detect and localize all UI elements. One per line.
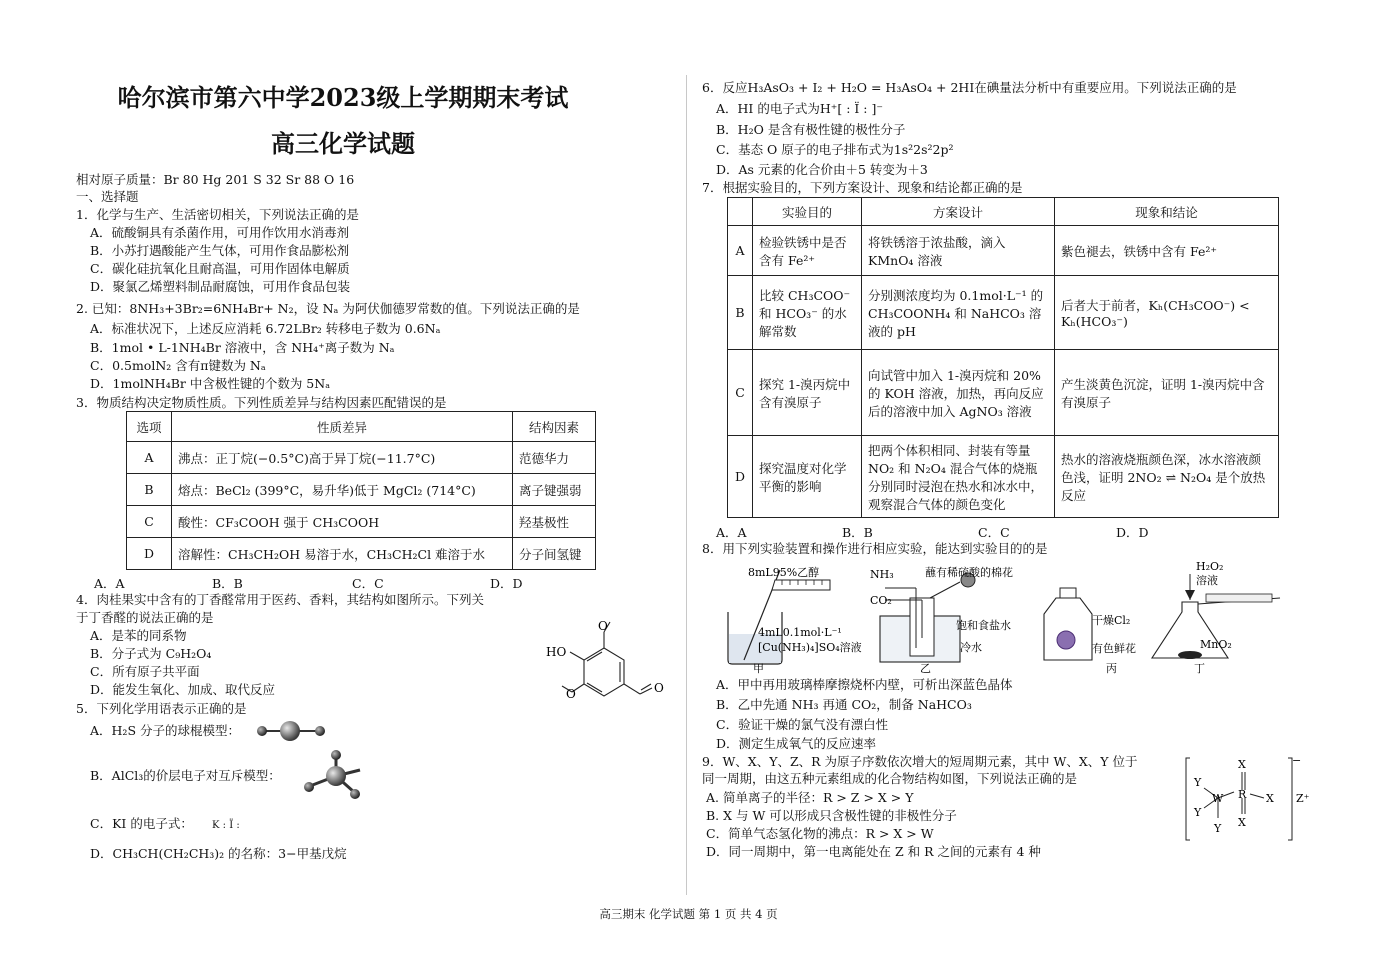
q4-option: D．能发生氧化、加成、取代反应 (90, 682, 276, 697)
q7-cell: 探究温度对化学平衡的影响 (753, 436, 862, 518)
syringaldehyde-structure (540, 610, 680, 720)
figure-label: CO₂ (870, 594, 892, 607)
q9-structure (1184, 754, 1314, 846)
q1-option: C．碳化硅抗氧化且耐高温，可用作固体电解质 (90, 261, 350, 276)
q7-answer: C．C (978, 525, 1010, 540)
q3-header: 选项 (127, 412, 172, 442)
q7-table (727, 197, 1279, 518)
q7-cell: A (728, 226, 753, 276)
figure-label: [Cu(NH₃)₄]SO₄溶液 (758, 641, 862, 654)
exam-title: 哈尔滨市第六中学2023级上学期期末考试 (117, 83, 569, 112)
q5-stem: 5．下列化学用语表示正确的是 (76, 701, 247, 716)
q4-stem: 于丁香醛的说法正确的是 (76, 610, 214, 625)
figure-label: 饱和食盐水 (956, 619, 1011, 632)
q3-cell: 分子间氢键 (513, 538, 596, 570)
figure-label: H₂O₂ (1196, 560, 1224, 573)
q3-cell: 范德华力 (513, 442, 596, 474)
q5-option: A．H₂S 分子的球棍模型： (90, 723, 240, 738)
q3-header: 结构因素 (513, 412, 596, 442)
q3-cell: B (127, 474, 172, 506)
q7-cell: 比较 CH₃COO⁻ 和 HCO₃⁻ 的水解常数 (753, 276, 862, 350)
exam-subtitle: 高三化学试题 (271, 129, 415, 158)
q1-option: D．聚氯乙烯塑料制品耐腐蚀，可用作食品包装 (90, 279, 351, 294)
section-heading: 一、选择题 (76, 189, 139, 204)
q4-option: A．是苯的同系物 (90, 628, 187, 643)
left-column (0, 0, 686, 972)
struct-label: Y (1194, 776, 1202, 789)
q3-answer: B．B (212, 576, 243, 591)
q2-option: A．标准状况下，上述反应消耗 6.72LBr₂ 转移电子数为 0.6Nₐ (90, 321, 441, 336)
ki-electron-formula: K : Ï : (212, 820, 240, 831)
column-divider (686, 75, 687, 895)
q7-header: 实验目的 (753, 198, 862, 226)
q4-option: C．所有原子共平面 (90, 664, 200, 679)
struct-label: Y (1214, 822, 1222, 835)
q3-cell: C (127, 506, 172, 538)
apparatus-bing (1044, 588, 1092, 660)
q3-cell: 溶解性：CH₃CH₂OH 易溶于水，CH₃CH₂Cl 难溶于水 (172, 538, 513, 570)
q7-cell: 把两个体积相同、封装有等量 NO₂ 和 N₂O₄ 混合气体的烧瓶分别同时浸泡在热水和冰水中，观察混合气体的颜色变化 (862, 436, 1055, 518)
q5-option: D．CH₃CH(CH₂CH₃)₂ 的名称：3−甲基戊烷 (90, 846, 347, 861)
struct-label: X (1266, 792, 1274, 805)
alcl3-vsepr-model (300, 748, 370, 804)
q9-stem: 同一周期，由这五种元素组成的化合物结构如图，下列说法正确的是 (702, 771, 1078, 786)
q8-stem: 8．用下列实验装置和操作进行相应实验，能达到实验目的的是 (702, 541, 1048, 556)
q3-cell: 羟基极性 (513, 506, 596, 538)
q7-header: 现象和结论 (1055, 198, 1279, 226)
q7-cell: 分别测浓度均为 0.1mol·L⁻¹ 的 CH₃COONH₄ 和 NaHCO₃ 溶液的 pH (862, 276, 1055, 350)
q8-option: A．甲中再用玻璃棒摩擦烧杯内壁，可析出深蓝色晶体 (716, 677, 1013, 692)
q3-cell: D (127, 538, 172, 570)
right-column (690, 0, 1377, 972)
struct-label: X (1238, 816, 1246, 829)
figure-label: 乙 (920, 662, 931, 675)
q7-cell: 将铁锈溶于浓盐酸，滴入 KMnO₄ 溶液 (862, 226, 1055, 276)
figure-label: MnO₂ (1200, 638, 1232, 651)
q3-answer: A．A (94, 576, 125, 591)
figure-label: 有色鲜花 (1092, 642, 1136, 655)
q4-stem: 4．肉桂果实中含有的丁香醛常用于医药、香料，其结构如图所示。下列关 (76, 592, 484, 607)
q9-stem: 9．W、X、Y、Z、R 为原子序数依次增大的短周期元素，其中 W、X、Y 位于 (702, 754, 1138, 769)
q2-option: C．0.5molN₂ 含有π键数为 Nₐ (90, 358, 266, 373)
figure-label: 溶液 (1196, 574, 1218, 587)
q7-cell: 向试管中加入 1-溴丙烷和 20%的 KOH 溶液，加热，再向反应后的溶液中加入 AgNO₃ 溶液 (862, 350, 1055, 436)
q3-cell: 熔点：BeCl₂ (399°C，易升华)低于 MgCl₂ (714°C) (172, 474, 513, 506)
q7-cell: 检验铁锈中是否含有 Fe²⁺ (753, 226, 862, 276)
atomic-masses: 相对原子质量：Br 80 Hg 201 S 32 Sr 88 O 16 (76, 172, 355, 187)
figure-label: 4mL0.1mol·L⁻¹ (758, 626, 842, 639)
q2-stem: 2. 已知：8NH₃+3Br₂=6NH₄Br+ N₂，设 Nₐ 为阿伏伽德罗常数的值。下列说法正确的是 (76, 301, 580, 316)
q3-stem: 3．物质结构决定物质性质。下列性质差异与结构因素匹配错误的是 (76, 395, 447, 410)
q9-option: D．同一周期中，第一电离能处在 Z 和 R 之间的元素有 4 种 (706, 844, 1041, 859)
h2s-ball-stick-model (254, 720, 330, 742)
q8-option: C．验证干燥的氯气没有漂白性 (716, 717, 889, 732)
q6-option: C．基态 O 原子的电子排布式为1s²2s²2p² (716, 142, 954, 157)
q7-cell: C (728, 350, 753, 436)
q3-cell: 沸点：正丁烷(−0.5°C)高于异丁烷(−11.7°C) (172, 442, 513, 474)
q7-answer: B．B (842, 525, 873, 540)
figure-label: 干燥Cl₂ (1092, 614, 1131, 627)
q4-option: B．分子式为 C₉H₂O₄ (90, 646, 212, 661)
figure-label: 丙 (1106, 662, 1117, 675)
q8-option: B．乙中先通 NH₃ 再通 CO₂，制备 NaHCO₃ (716, 697, 972, 712)
q7-cell: B (728, 276, 753, 350)
struct-label: R (1238, 788, 1247, 801)
q9-option: B. X 与 W 可以形成只含极性键的非极性分子 (706, 808, 957, 823)
q7-header: 方案设计 (862, 198, 1055, 226)
page-footer: 高三期末 化学试题 第 1 页 共 4 页 (599, 907, 778, 921)
figure-label: 甲 (753, 662, 764, 675)
q7-cell: D (728, 436, 753, 518)
q7-answer: A．A (716, 525, 747, 540)
q6-option: B．H₂O 是含有极性键的极性分子 (716, 122, 906, 137)
struct-label: HO (546, 645, 567, 659)
q6-option: D．As 元素的化合价由＋5 转变为＋3 (716, 162, 928, 177)
struct-label: Y (1194, 806, 1202, 819)
q7-cell: 产生淡黄色沉淀，证明 1-溴丙烷中含有溴原子 (1055, 350, 1279, 436)
struct-label: X (1238, 758, 1246, 771)
figure-label: 8mL95%乙醇 (748, 566, 820, 579)
struct-label: O (598, 619, 608, 633)
q7-cell: 后者大于前者，Kₕ(CH₃COO⁻) < Kₕ(HCO₃⁻) (1055, 276, 1279, 350)
q3-header: 性质差异 (172, 412, 513, 442)
q7-answer: D．D (1116, 525, 1149, 540)
q7-cell: 热水的溶液烧瓶颜色深，冰水溶液颜色浅，证明 2NO₂ ⇌ N₂O₄ 是个放热反应 (1055, 436, 1279, 518)
figure-label: NH₃ (870, 568, 894, 581)
q6-option: A．HI 的电子式为H⁺[ : Ï : ]⁻ (716, 101, 883, 116)
q9-option: A. 简单离子的半径：R > Z > X > Y (706, 790, 914, 805)
q3-cell: A (127, 442, 172, 474)
struct-label: O (566, 687, 576, 701)
figure-label: 蘸有稀硫酸的棉花 (925, 566, 1013, 579)
q2-option: B．1mol • L-1NH₄Br 溶液中，含 NH₄⁺离子数为 Nₐ (90, 340, 395, 355)
q9-option: C．简单气态氢化物的沸点：R > X > W (706, 826, 934, 841)
q8-apparatus-figure (720, 560, 1280, 678)
q5-option: C．KI 的电子式： (90, 816, 193, 831)
q3-answer: C．C (352, 576, 384, 591)
q6-stem: 6．反应H₃AsO₃ + I₂ + H₂O = H₃AsO₄ + 2HI在碘量法分析中有重要应用。下列说法正确的是 (702, 80, 1237, 95)
q3-cell: 离子键强弱 (513, 474, 596, 506)
struct-label: Z⁺ (1296, 792, 1310, 805)
q1-option: B．小苏打遇酸能产生气体，可用作食品膨松剂 (90, 243, 350, 258)
q3-table (126, 411, 596, 570)
struct-label: O (654, 681, 664, 695)
struct-label: − (1292, 754, 1302, 767)
q5-option: B．AlCl₃的价层电子对互斥模型： (90, 768, 281, 783)
struct-label: W (1212, 792, 1224, 805)
q3-answer: D．D (490, 576, 523, 591)
figure-label: 冷水 (960, 641, 982, 654)
q8-option: D．测定生成氧气的反应速率 (716, 736, 877, 751)
q2-option: D．1molNH₄Br 中含极性键的个数为 5Nₐ (90, 376, 331, 391)
figure-label: 丁 (1194, 662, 1205, 675)
q7-stem: 7．根据实验目的，下列方案设计、现象和结论都正确的是 (702, 180, 1023, 195)
q3-cell: 酸性：CF₃COOH 强于 CH₃COOH (172, 506, 513, 538)
q7-cell: 紫色褪去，铁锈中含有 Fe²⁺ (1055, 226, 1279, 276)
q1-stem: 1．化学与生产、生活密切相关，下列说法正确的是 (76, 207, 359, 222)
q7-header (728, 198, 753, 226)
q7-cell: 探究 1-溴丙烷中含有溴原子 (753, 350, 862, 436)
q1-option: A．硫酸铜具有杀菌作用，可用作饮用水消毒剂 (90, 225, 350, 240)
